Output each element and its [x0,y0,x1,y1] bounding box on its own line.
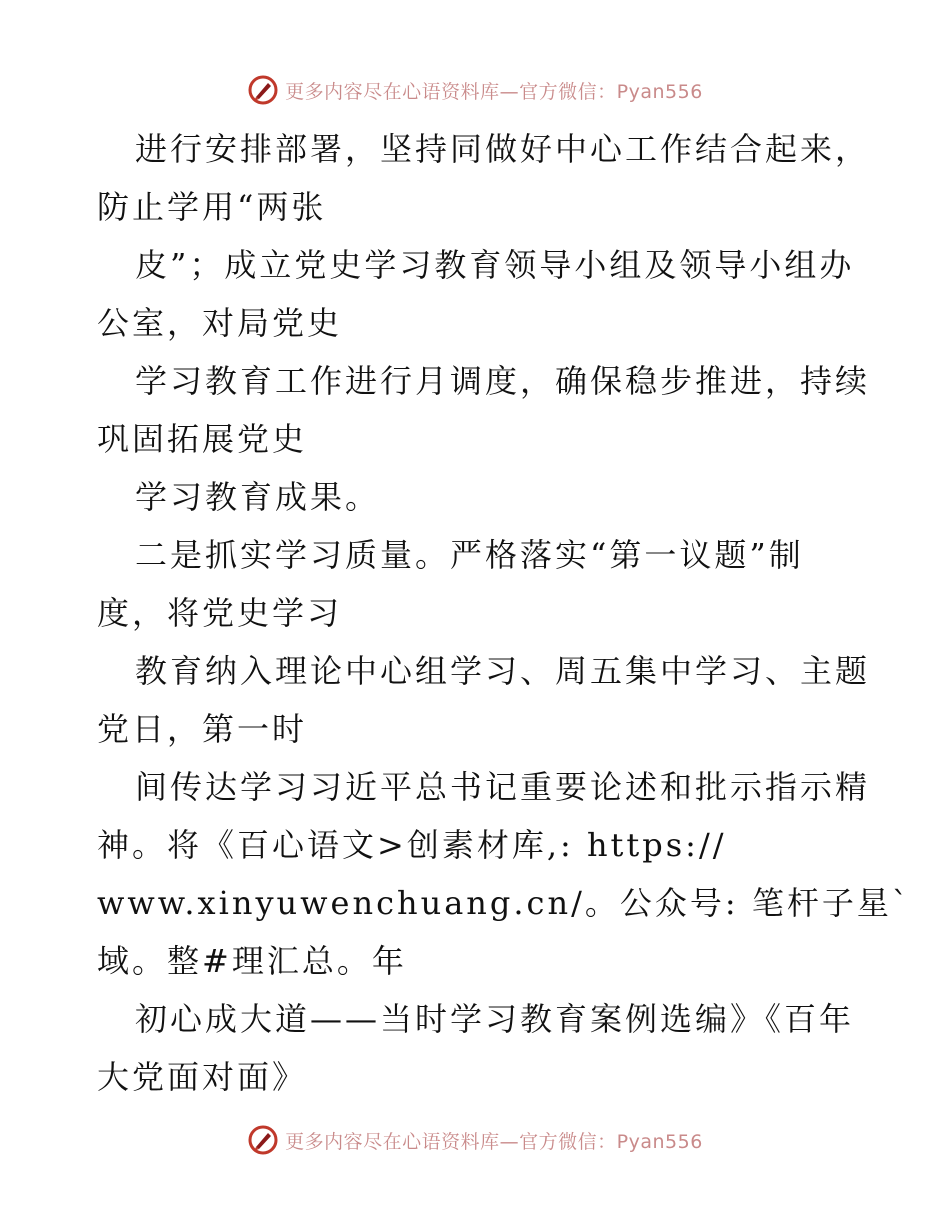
header-banner [0,70,950,110]
text-line: 学习教育成果。 [135,478,381,516]
text-line: 巩固拓展党史 [97,420,308,458]
text-line: 神。将《百心语文>创素材库,: https:// [97,826,727,864]
pen-logo-icon [247,74,279,106]
text-line: 域。整#理汇总。年 [97,942,407,980]
footer-banner-text: 更多内容尽在心语资料库—官方微信：Pyan556 [285,1130,703,1153]
document-body [97,120,911,1106]
text-line: 度，将党史学习 [97,594,343,632]
text-line: 间传达学习习近平总书记重要论述和批示指示精 [135,768,871,806]
text-line: 公室，对局党史 [97,304,343,342]
text-line: 皮”；成立党史学习教育领导小组及领导小组办 [135,246,855,284]
text-line: 进行安排部署，坚持同做好中心工作结合起来， [135,130,871,168]
text-line: 二是抓实学习质量。严格落实“第一议题”制 [135,536,804,574]
header-banner-text: 更多内容尽在心语资料库—官方微信：Pyan556 [285,80,703,103]
text-line: www.xinyuwenchuang.cn/。公众号: 笔杆子星` [97,884,911,922]
text-line: 党日，第一时 [97,710,308,748]
text-line: 防止学用“两张 [97,188,327,226]
pen-logo-icon [247,1124,279,1156]
footer-banner [0,1120,950,1160]
text-line: 初心成大道——当时学习教育案例选编》《百年 [135,1000,855,1038]
text-line: 大党面对面》 [97,1058,308,1096]
text-line: 教育纳入理论中心组学习、周五集中学习、主题 [135,652,871,690]
text-line: 学习教育工作进行月调度，确保稳步推进，持续 [135,362,871,400]
